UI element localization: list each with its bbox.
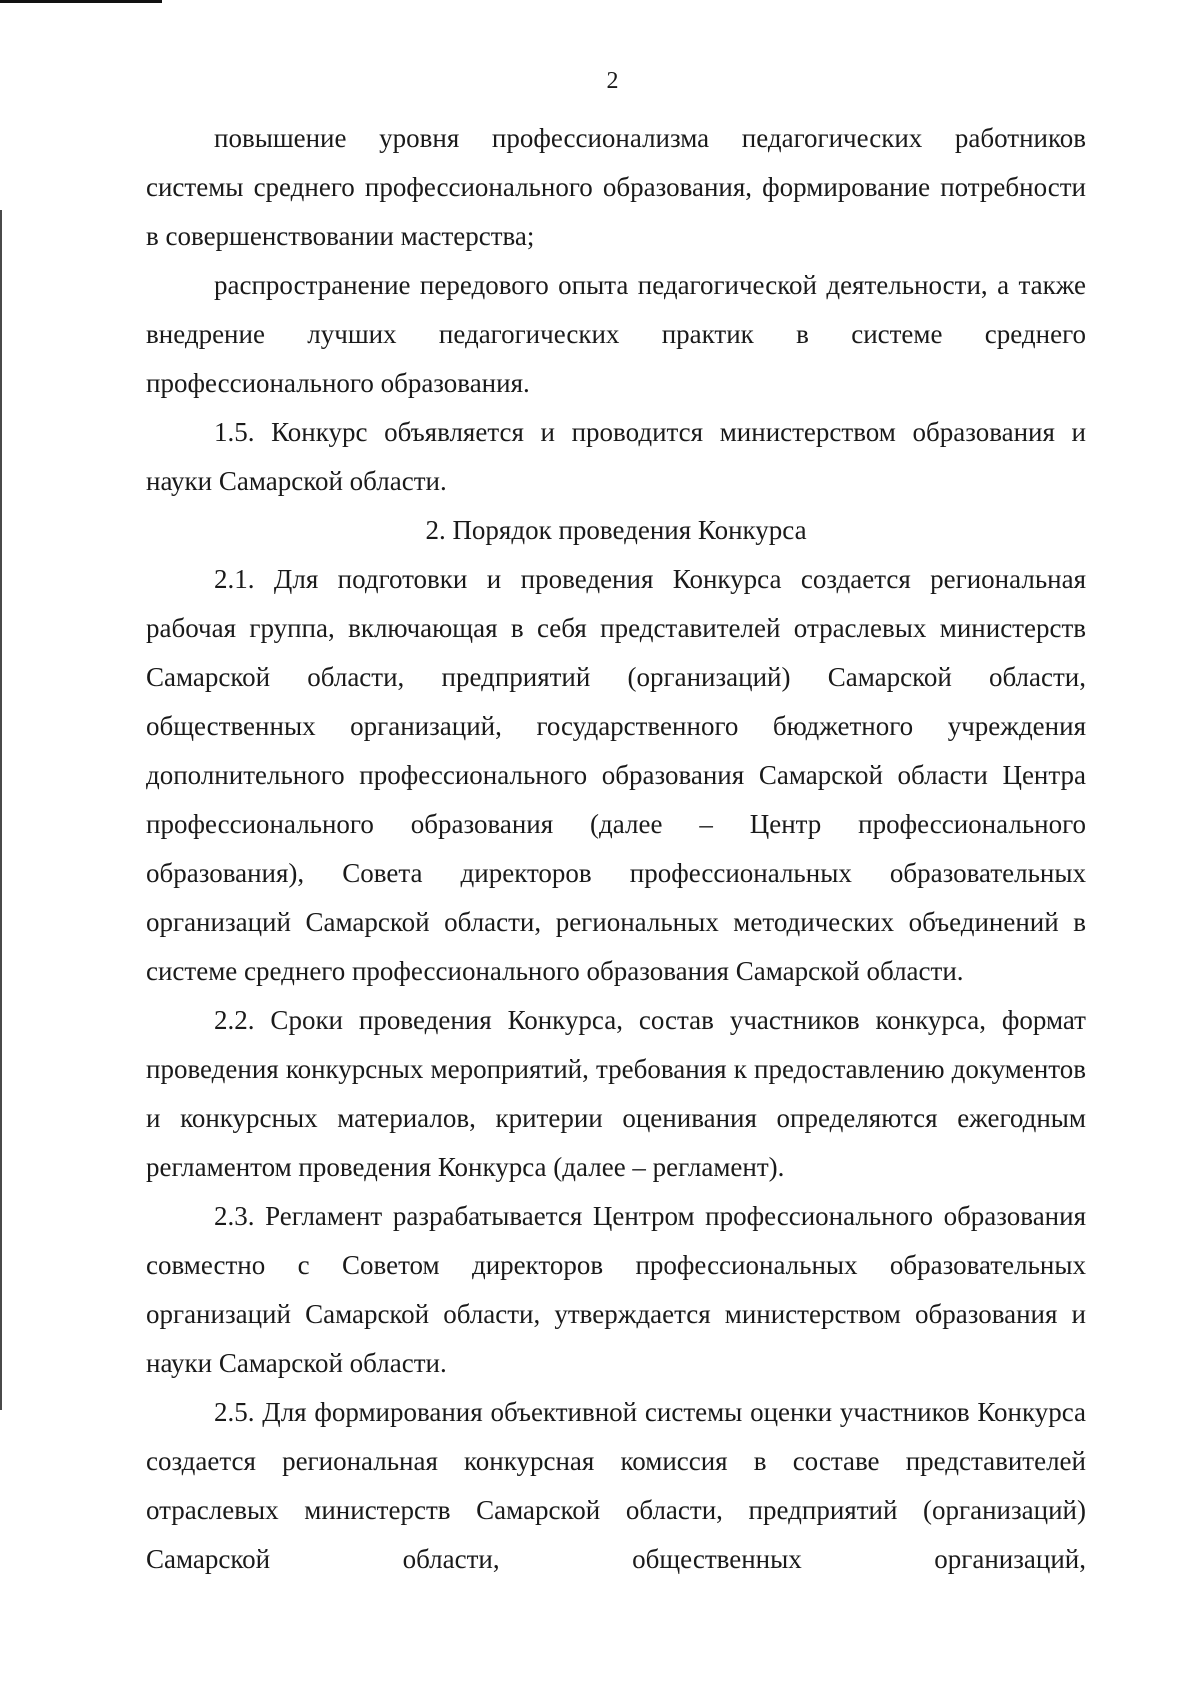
paragraph-2-1: 2.1. Для подготовки и проведения Конкурса создается региональная рабочая группа, включающая в себя представителей отраслевых министерств Самарской области, предприятий (организаций) Самарской области, общественных организаций, государственного бюджетного учреждения дополнительного профессионального образования Самарской области Центра профессионального образования (далее – Центр профессионального образования), Совета директоров профессиональных образовательных организаций Самарской области, региональных методических объединений в системе среднего профессионального образования Самарской области. [146,564,1086,986]
paragraph-goal-experience: распространение передового опыта педагогической деятельности, а также внедрение лучших педагогических практик в системе среднего профессионального образования. [146,270,1086,398]
paragraph-2-5: 2.5. Для формирования объективной системы оценки участников Конкурса создается региональная конкурсная комиссия в составе представителей отраслевых министерств Самарской области, предприятий (организаций) Самарской области, общественных организаций, [146,1397,1086,1574]
page-number: 2 [606,68,619,94]
document-body [146,114,1086,1584]
paragraph-goal-professionalism: повышение уровня профессионализма педагогических работников системы среднего профессионального образования, формирование потребности в совершенствовании мастерства; [146,123,1086,251]
scan-edge-line [0,0,162,3]
paragraph-1-5: 1.5. Конкурс объявляется и проводится министерством образования и науки Самарской области. [146,417,1086,496]
section-heading-2: 2. Порядок проведения Конкурса [425,515,807,545]
paragraph-2-3: 2.3. Регламент разрабатывается Центром профессионального образования совместно с Советом директоров профессиональных образовательных организаций Самарской области, утверждается министерством образования и науки Самарской области. [146,1201,1086,1378]
scan-left-edge [0,210,2,1410]
paragraph-2-2: 2.2. Сроки проведения Конкурса, состав участников конкурса, формат проведения конкурсных мероприятий, требования к предоставлению документов и конкурсных материалов, критерии оценивания определяются ежегодным регламентом проведения Конкурса (далее – регламент). [146,1005,1086,1182]
